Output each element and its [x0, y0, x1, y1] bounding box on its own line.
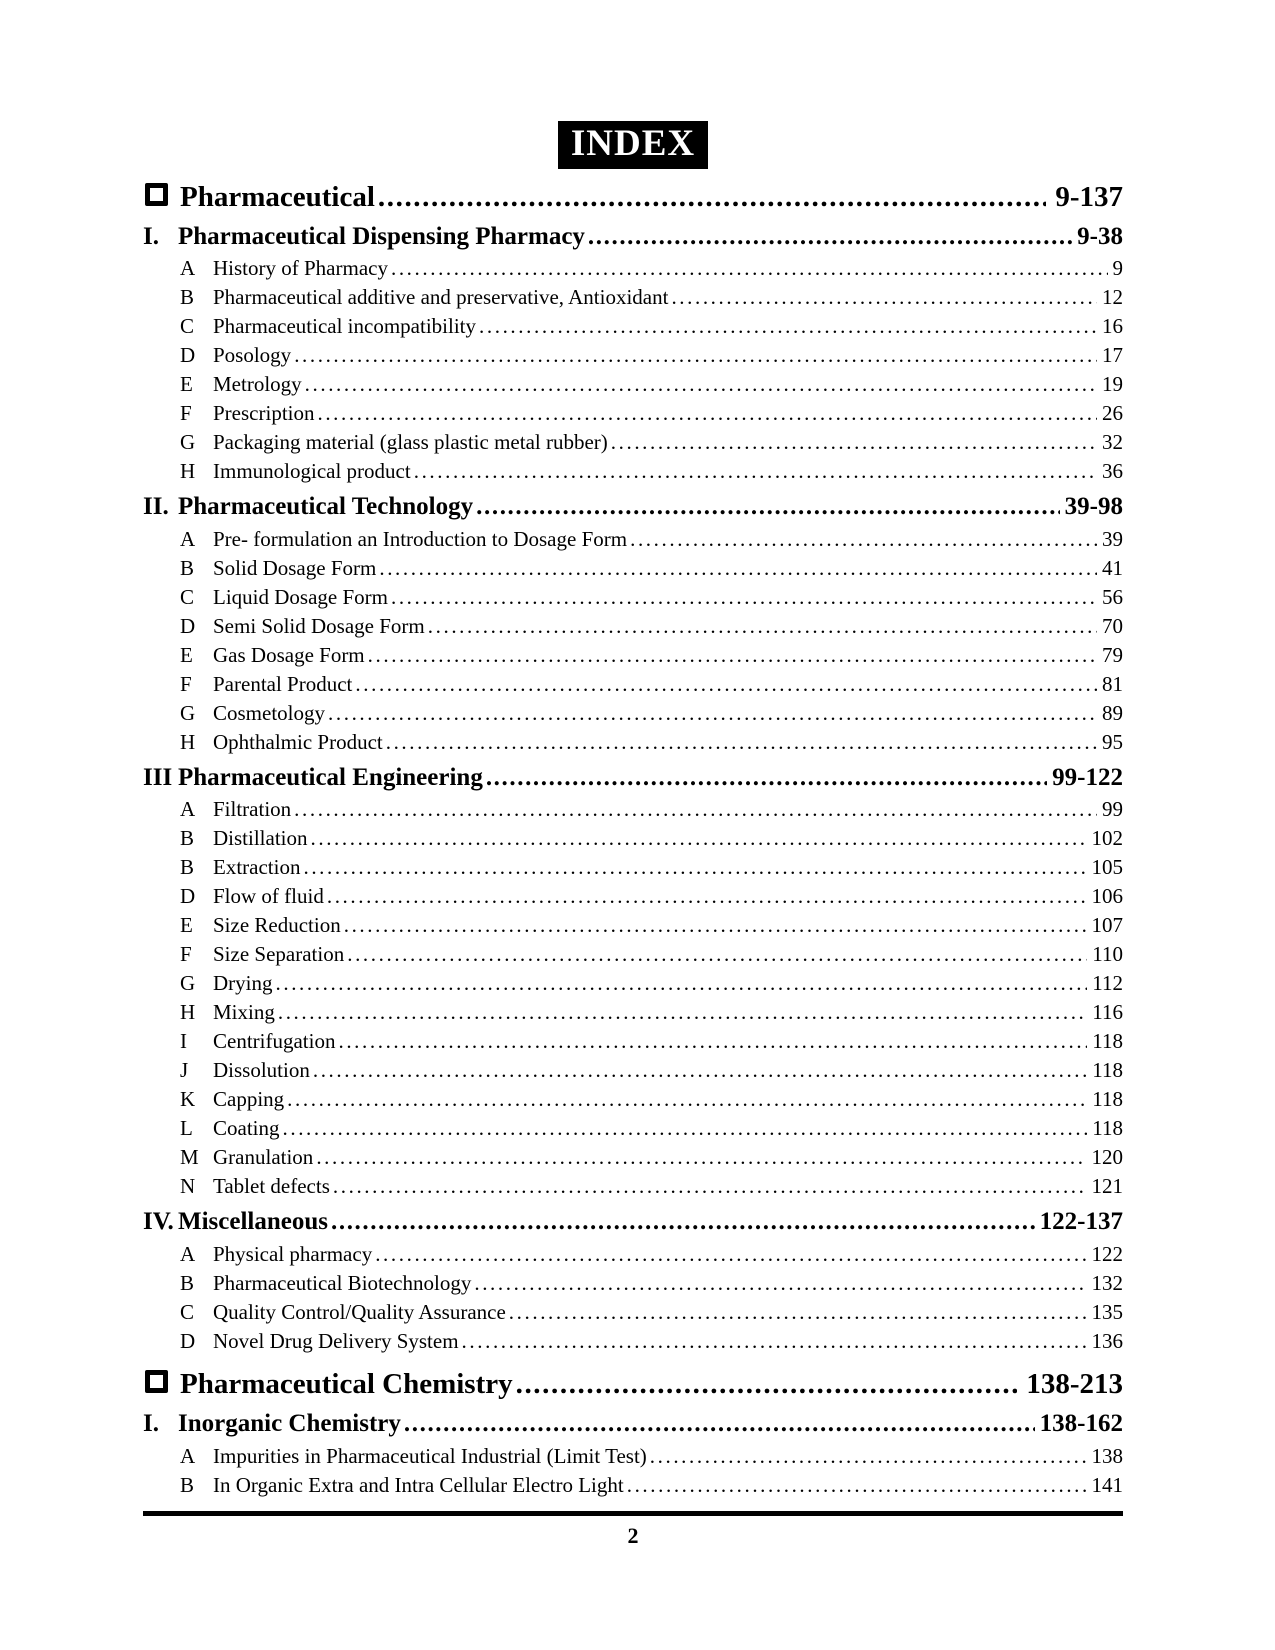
- toc-marker-label: III: [143, 763, 173, 791]
- toc-marker-label: B: [180, 1472, 195, 1497]
- toc-entry-label: Extraction: [213, 855, 301, 880]
- dot-leader: [308, 824, 1087, 853]
- toc-page-number: 36: [1102, 459, 1123, 484]
- toc-marker-label: D: [180, 613, 196, 638]
- toc-row: [143, 399, 1123, 428]
- toc-entry-label: Dissolution: [213, 1058, 310, 1083]
- toc-marker: [180, 1442, 213, 1471]
- toc-entry-label: Metrology: [213, 372, 302, 397]
- toc-marker-label: F: [180, 942, 192, 967]
- toc-page-number: 105: [1091, 855, 1123, 880]
- toc-row: [143, 554, 1123, 583]
- dot-leader: [473, 490, 1060, 525]
- dot-leader: [341, 911, 1087, 940]
- toc-page-number: 118: [1092, 1116, 1123, 1141]
- dot-leader: [425, 612, 1097, 641]
- toc-entry-label: Ophthalmic Product: [213, 729, 383, 754]
- toc-entry-label: Drying: [213, 971, 273, 996]
- toc-row: [143, 761, 1123, 796]
- toc-page-number: 26: [1102, 401, 1123, 426]
- toc-entry-label: Parental Product: [213, 671, 353, 696]
- toc-marker-label: J: [180, 1058, 189, 1083]
- dot-leader: [471, 1269, 1086, 1298]
- toc-row: [143, 1027, 1123, 1056]
- dot-leader: [302, 370, 1097, 399]
- toc-entry-label: Quality Control/Quality Assurance: [213, 1299, 506, 1324]
- toc-page-number: 17: [1102, 343, 1123, 368]
- toc-marker-label: I: [180, 1029, 187, 1054]
- toc-entry-label: Pharmaceutical Dispensing Pharmacy: [178, 222, 585, 250]
- toc-page-number: 9-137: [1055, 180, 1123, 213]
- toc-row: [143, 1056, 1123, 1085]
- toc-marker: [180, 1172, 213, 1201]
- toc-marker-label: H: [180, 729, 196, 754]
- dot-leader: [324, 882, 1087, 911]
- toc-marker: [180, 428, 213, 457]
- dot-leader: [388, 583, 1097, 612]
- footer-rule: [143, 1511, 1123, 1516]
- toc-entry-label: Pharmaceutical: [180, 180, 375, 213]
- toc-row: [143, 641, 1123, 670]
- toc-marker-label: G: [180, 700, 196, 725]
- toc-marker-label: IV.: [143, 1208, 174, 1236]
- toc-row: [143, 1298, 1123, 1327]
- dot-leader: [352, 670, 1097, 699]
- toc-marker-label: H: [180, 1000, 196, 1025]
- checkbox-icon: [145, 1370, 168, 1393]
- toc-marker: [180, 641, 213, 670]
- toc-row: [143, 583, 1123, 612]
- toc-page-number: 39: [1102, 526, 1123, 551]
- toc-page-number: 12: [1102, 285, 1123, 310]
- toc-marker: [180, 399, 213, 428]
- dot-leader: [275, 998, 1087, 1027]
- toc-marker: [180, 1056, 213, 1085]
- toc-entry-label: Novel Drug Delivery System: [213, 1328, 459, 1353]
- toc-marker-label: B: [180, 555, 195, 580]
- toc-marker: [180, 283, 213, 312]
- toc-marker-label: D: [180, 343, 196, 368]
- toc-row: [143, 853, 1123, 882]
- toc-row: [143, 824, 1123, 853]
- toc-entry-label: Centrifugation: [213, 1029, 336, 1054]
- toc-marker: [180, 1143, 213, 1172]
- dot-leader: [376, 554, 1097, 583]
- table-of-contents: [143, 178, 1123, 1500]
- toc-page-number: 136: [1091, 1328, 1123, 1353]
- toc-marker: [180, 1269, 213, 1298]
- toc-page-number: 141: [1091, 1472, 1123, 1497]
- toc-marker-label: E: [180, 913, 193, 938]
- toc-entry-label: Flow of fluid: [213, 884, 324, 909]
- toc-marker-label: D: [180, 884, 196, 909]
- toc-row: [143, 998, 1123, 1027]
- dot-leader: [330, 1172, 1087, 1201]
- toc-page-number: 41: [1102, 555, 1123, 580]
- toc-entry-label: Mixing: [213, 1000, 275, 1025]
- dot-leader: [668, 283, 1097, 312]
- dot-leader: [647, 1442, 1087, 1471]
- toc-row: [143, 341, 1123, 370]
- toc-page-number: 118: [1092, 1058, 1123, 1083]
- dot-leader: [365, 641, 1097, 670]
- toc-row: [143, 670, 1123, 699]
- toc-entry-label: Prescription: [213, 401, 315, 426]
- toc-marker: [180, 911, 213, 940]
- toc-marker-label: B: [180, 1270, 195, 1295]
- toc-row: [143, 1269, 1123, 1298]
- dot-leader: [328, 1205, 1035, 1240]
- toc-page-number: 99-122: [1052, 763, 1123, 791]
- dot-leader: [459, 1327, 1087, 1356]
- toc-marker: [180, 699, 213, 728]
- toc-marker-label: A: [180, 797, 196, 822]
- toc-row: [143, 220, 1123, 255]
- toc-entry-label: Pharmaceutical Biotechnology: [213, 1270, 472, 1295]
- toc-marker-label: A: [180, 1443, 196, 1468]
- toc-marker: [180, 370, 213, 399]
- toc-page-number: 138: [1091, 1443, 1123, 1468]
- toc-entry-label: In Organic Extra and Intra Cellular Electro Light: [213, 1472, 624, 1497]
- toc-marker: [180, 1240, 213, 1269]
- toc-marker: [143, 1205, 178, 1240]
- toc-entry-label: Liquid Dosage Form: [213, 584, 388, 609]
- toc-marker: [180, 670, 213, 699]
- toc-marker-label: F: [180, 401, 192, 426]
- dot-leader: [273, 969, 1088, 998]
- dot-leader: [627, 525, 1097, 554]
- toc-page-number: 70: [1102, 613, 1123, 638]
- toc-page-number: 99: [1102, 797, 1123, 822]
- dot-leader: [310, 1056, 1087, 1085]
- dot-leader: [313, 1143, 1086, 1172]
- page-title-wrap: [143, 0, 1123, 169]
- toc-marker-label: N: [180, 1174, 196, 1199]
- toc-page-number: 112: [1092, 971, 1123, 996]
- toc-page-number: 89: [1102, 700, 1123, 725]
- toc-row: [143, 612, 1123, 641]
- toc-marker: [180, 882, 213, 911]
- toc-row: [143, 940, 1123, 969]
- dot-leader: [314, 399, 1097, 428]
- toc-marker: [180, 457, 213, 486]
- dot-leader: [291, 795, 1097, 824]
- toc-entry-label: Size Separation: [213, 942, 345, 967]
- toc-marker-label: H: [180, 459, 196, 484]
- page-content: [143, 0, 1123, 1549]
- toc-marker: [180, 525, 213, 554]
- toc-marker-label: D: [180, 1328, 196, 1353]
- toc-marker: [143, 490, 178, 525]
- toc-row: [143, 254, 1123, 283]
- toc-row: [143, 1407, 1123, 1442]
- toc-marker-label: II.: [143, 493, 169, 521]
- toc-marker-label: E: [180, 372, 193, 397]
- toc-marker-label: G: [180, 430, 196, 455]
- toc-row: [143, 911, 1123, 940]
- toc-page-number: 102: [1091, 826, 1123, 851]
- toc-page-number: 56: [1102, 584, 1123, 609]
- dot-leader: [284, 1085, 1087, 1114]
- toc-marker: [180, 312, 213, 341]
- dot-leader: [608, 428, 1097, 457]
- toc-row: [143, 1471, 1123, 1500]
- dot-leader: [280, 1114, 1088, 1143]
- toc-entry-label: Miscellaneous: [178, 1208, 328, 1236]
- toc-entry-label: Physical pharmacy: [213, 1241, 373, 1266]
- toc-marker: [180, 824, 213, 853]
- toc-marker-label: C: [180, 1299, 195, 1324]
- toc-page-number: 138-213: [1026, 1367, 1123, 1400]
- toc-page-number: 39-98: [1064, 493, 1123, 521]
- toc-marker: [180, 1027, 213, 1056]
- toc-marker: [180, 795, 213, 824]
- toc-page-number: 19: [1102, 372, 1123, 397]
- toc-marker: [143, 220, 178, 255]
- toc-row: [143, 1240, 1123, 1269]
- toc-entry-label: Filtration: [213, 797, 292, 822]
- toc-marker: [143, 1365, 180, 1403]
- checkbox-icon: [145, 183, 168, 206]
- toc-entry-label: Immunological product: [213, 459, 411, 484]
- toc-marker-label: B: [180, 855, 195, 880]
- toc-entry-label: Granulation: [213, 1145, 314, 1170]
- toc-row: [143, 283, 1123, 312]
- toc-page-number: 121: [1091, 1174, 1123, 1199]
- toc-row: [143, 312, 1123, 341]
- toc-marker-label: K: [180, 1087, 196, 1112]
- toc-entry-label: Coating: [213, 1116, 280, 1141]
- toc-marker: [180, 1471, 213, 1500]
- toc-page-number: 122: [1091, 1241, 1123, 1266]
- toc-marker-label: A: [180, 526, 196, 551]
- toc-entry-label: Pharmaceutical additive and preservative, Antioxidant: [213, 285, 669, 310]
- toc-page-number: 135: [1091, 1299, 1123, 1324]
- dot-leader: [401, 1407, 1035, 1442]
- dot-leader: [585, 220, 1072, 255]
- dot-leader: [506, 1298, 1087, 1327]
- toc-page-number: 118: [1092, 1029, 1123, 1054]
- toc-page-number: 95: [1102, 729, 1123, 754]
- toc-row: [143, 490, 1123, 525]
- toc-row: [143, 1327, 1123, 1356]
- toc-marker: [180, 728, 213, 757]
- toc-marker-label: C: [180, 584, 195, 609]
- dot-leader: [388, 254, 1108, 283]
- toc-marker: [180, 583, 213, 612]
- dot-leader: [372, 1240, 1086, 1269]
- toc-marker-label: C: [180, 314, 195, 339]
- toc-marker-label: F: [180, 671, 192, 696]
- dot-leader: [325, 699, 1097, 728]
- toc-entry-label: History of Pharmacy: [213, 256, 388, 281]
- toc-entry-label: Packaging material (glass plastic metal rubber): [213, 430, 608, 455]
- dot-leader: [513, 1365, 1018, 1403]
- toc-page-number: 122-137: [1039, 1208, 1123, 1236]
- toc-marker-label: L: [180, 1116, 193, 1141]
- dot-leader: [383, 728, 1097, 757]
- dot-leader: [483, 761, 1047, 796]
- toc-row: [143, 1143, 1123, 1172]
- toc-row: [143, 699, 1123, 728]
- toc-marker: [180, 940, 213, 969]
- toc-row: [143, 178, 1123, 216]
- toc-marker: [180, 853, 213, 882]
- toc-marker: [180, 998, 213, 1027]
- toc-marker-label: A: [180, 256, 196, 281]
- toc-row: [143, 525, 1123, 554]
- toc-marker-label: A: [180, 1241, 196, 1266]
- toc-row: [143, 457, 1123, 486]
- page-number: 2: [627, 1522, 639, 1548]
- toc-row: [143, 370, 1123, 399]
- toc-page-number: 106: [1091, 884, 1123, 909]
- toc-page-number: 32: [1102, 430, 1123, 455]
- toc-page-number: 116: [1092, 1000, 1123, 1025]
- toc-page-number: 9: [1112, 256, 1123, 281]
- toc-page-number: 107: [1091, 913, 1123, 938]
- toc-marker: [180, 554, 213, 583]
- toc-row: [143, 428, 1123, 457]
- toc-entry-label: Pharmaceutical incompatibility: [213, 314, 477, 339]
- toc-marker: [180, 1085, 213, 1114]
- toc-entry-label: Impurities in Pharmaceutical Industrial (Limit Test): [213, 1443, 647, 1468]
- toc-row: [143, 1172, 1123, 1201]
- toc-entry-label: Inorganic Chemistry: [178, 1410, 401, 1438]
- toc-row: [143, 1365, 1123, 1403]
- toc-marker-label: G: [180, 971, 196, 996]
- toc-marker-label: B: [180, 285, 195, 310]
- toc-marker: [180, 1114, 213, 1143]
- toc-row: [143, 969, 1123, 998]
- toc-entry-label: Pharmaceutical Technology: [178, 493, 474, 521]
- toc-marker: [180, 254, 213, 283]
- toc-entry-label: Gas Dosage Form: [213, 642, 365, 667]
- toc-marker: [143, 1407, 178, 1442]
- toc-entry-label: Distillation: [213, 826, 308, 851]
- toc-page-number: 79: [1102, 642, 1123, 667]
- toc-marker: [180, 969, 213, 998]
- dot-leader: [344, 940, 1087, 969]
- toc-marker-label: B: [180, 826, 195, 851]
- toc-entry-label: Pharmaceutical Chemistry: [180, 1367, 513, 1400]
- toc-row: [143, 1085, 1123, 1114]
- toc-entry-label: Tablet defects: [213, 1174, 330, 1199]
- toc-entry-label: Cosmetology: [213, 700, 326, 725]
- toc-page-number: 110: [1092, 942, 1123, 967]
- toc-entry-label: Solid Dosage Form: [213, 555, 377, 580]
- toc-row: [143, 882, 1123, 911]
- toc-marker-label: M: [180, 1145, 199, 1170]
- toc-marker-label: I.: [143, 1410, 159, 1438]
- toc-entry-label: Capping: [213, 1087, 285, 1112]
- toc-marker-label: E: [180, 642, 193, 667]
- toc-marker: [180, 341, 213, 370]
- toc-row: [143, 795, 1123, 824]
- dot-leader: [624, 1471, 1087, 1500]
- toc-marker: [180, 612, 213, 641]
- dot-leader: [411, 457, 1097, 486]
- toc-marker-label: I.: [143, 222, 159, 250]
- toc-entry-label: Pharmaceutical Engineering: [178, 763, 483, 791]
- toc-page-number: 118: [1092, 1087, 1123, 1112]
- toc-marker: [143, 761, 178, 796]
- dot-leader: [335, 1027, 1087, 1056]
- toc-row: [143, 1205, 1123, 1240]
- toc-entry-label: Posology: [213, 343, 292, 368]
- dot-leader: [476, 312, 1097, 341]
- toc-entry-label: Size Reduction: [213, 913, 341, 938]
- toc-page-number: 16: [1102, 314, 1123, 339]
- toc-page-number: 138-162: [1039, 1410, 1123, 1438]
- dot-leader: [300, 853, 1086, 882]
- toc-entry-label: Pre- formulation an Introduction to Dosage Form: [213, 526, 628, 551]
- toc-row: [143, 728, 1123, 757]
- toc-marker: [180, 1327, 213, 1356]
- toc-page-number: 132: [1091, 1270, 1123, 1295]
- toc-row: [143, 1114, 1123, 1143]
- page-title: INDEX: [558, 121, 708, 169]
- dot-leader: [375, 178, 1046, 216]
- toc-entry-label: Semi Solid Dosage Form: [213, 613, 425, 638]
- toc-page-number: 81: [1102, 671, 1123, 696]
- toc-marker: [143, 178, 180, 216]
- dot-leader: [291, 341, 1097, 370]
- toc-page-number: 120: [1091, 1145, 1123, 1170]
- toc-row: [143, 1442, 1123, 1471]
- toc-page-number: 9-38: [1077, 222, 1123, 250]
- toc-marker: [180, 1298, 213, 1327]
